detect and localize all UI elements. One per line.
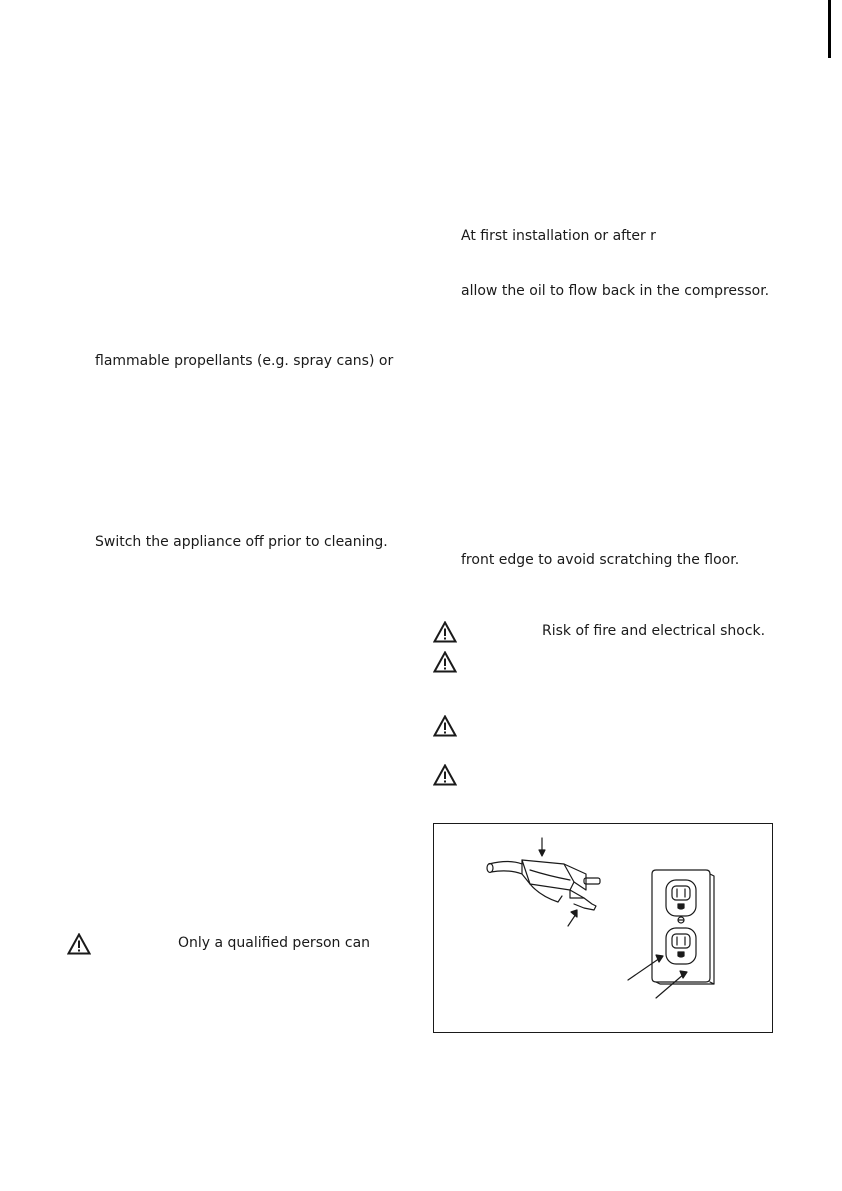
page-edge-mark — [828, 0, 831, 58]
warning-triangle-icon — [433, 621, 457, 643]
plug-and-outlet-illustration — [434, 824, 772, 1032]
plug-outlet-figure — [433, 823, 773, 1033]
text-front-edge: front edge to avoid scratching the floor. — [461, 552, 740, 568]
warning-triangle-icon — [433, 764, 457, 786]
text-switch-off-cleaning: Switch the appliance off prior to cleaning. — [95, 534, 388, 550]
warning-triangle-icon — [433, 651, 457, 673]
text-first-installation: At first installation or after r — [461, 228, 656, 244]
text-qualified-person: Only a qualified person can — [178, 935, 371, 951]
text-risk-fire-shock: Risk of fire and electrical shock. — [542, 623, 766, 639]
text-flammable-propellants: flammable propellants (e.g. spray cans) or — [95, 353, 394, 369]
warning-triangle-icon — [67, 933, 91, 955]
warning-triangle-icon — [433, 715, 457, 737]
text-oil-flow-back: allow the oil to flow back in the compressor. — [461, 283, 770, 299]
